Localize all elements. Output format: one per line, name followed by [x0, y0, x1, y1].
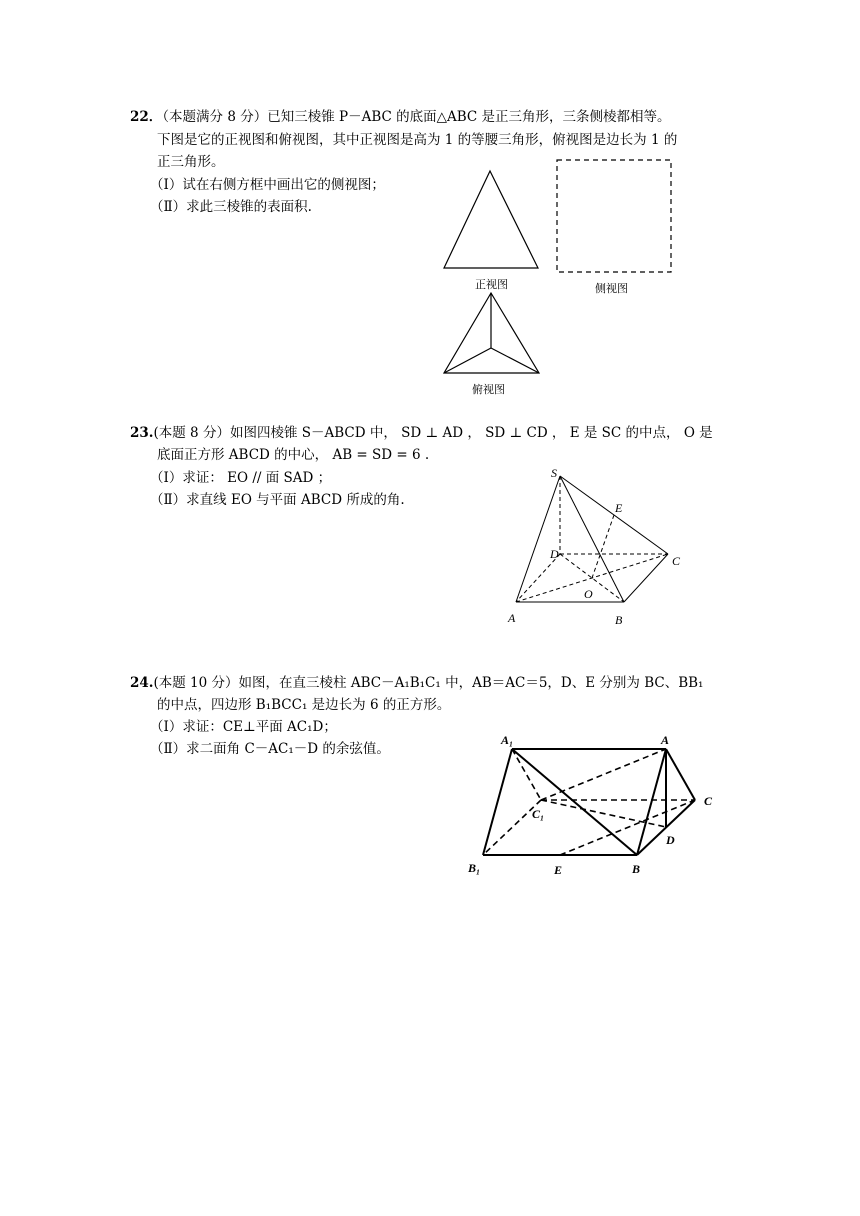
q23-number: 23.	[130, 425, 154, 441]
q23-label-O: O	[584, 587, 593, 601]
q22-part1: （Ⅰ）试在右侧方框中画出它的侧视图；	[150, 177, 385, 193]
q23-text-line2: 底面正方形 ABCD 的中心， AB = SD = 6 .	[157, 447, 430, 463]
q24-prism-figure	[465, 728, 725, 878]
q22-front-label: 正视图	[475, 278, 508, 291]
q22-line1	[130, 108, 671, 126]
q23-text-line1: (本题 8 分）如图四棱锥 S－ABCD 中， SD ⊥ AD ， SD ⊥ CD ， E 是 SC 的中点， O 是	[153, 425, 713, 441]
q24-label-C1: C₁	[532, 807, 545, 821]
q24-text-line1: (本题 10 分）如图，在直三棱柱 ABC－A₁B₁C₁ 中，AB＝AC＝5，D、E 分别为 BC、BB₁	[153, 675, 704, 691]
q22-front-view	[443, 168, 543, 273]
q23-label-A: A	[508, 611, 516, 625]
q24-part2: （Ⅱ）求二面角 C－AC₁－D 的余弦值。	[150, 741, 390, 757]
q24-label-E: E	[554, 863, 563, 877]
q24-part1: （Ⅰ）求证：CE⊥平面 AC₁D；	[150, 719, 337, 735]
q22-side-view-box	[556, 159, 674, 275]
q24-label-A1: A₁	[501, 733, 514, 747]
q22-text-line2: 下图是它的正视图和俯视图，其中正视图是高为 1 的等腰三角形，俯视图是边长为 1 的	[157, 132, 678, 148]
q22-top-view	[443, 290, 543, 376]
q22-text-line3: 正三角形。	[157, 154, 225, 170]
q23-label-B: B	[615, 613, 623, 627]
q23-part2: （Ⅱ）求直线 EO 与平面 ABCD 所成的角.	[150, 492, 405, 508]
q23-label-C: C	[672, 554, 681, 568]
q23-label-D: D	[550, 547, 559, 561]
q24-text-line2: 的中点，四边形 B₁BCC₁ 是边长为 6 的正方形。	[157, 697, 451, 713]
q23-pyramid-figure	[500, 462, 700, 632]
q22-text-line1: （本题满分 8 分）已知三棱锥 P－ABC 的底面△ABC 是正三角形，三条侧棱都相等。	[162, 109, 671, 125]
q22-side-label: 侧视图	[595, 282, 628, 295]
q23-part1: （Ⅰ）求证： EO // 面 SAD ；	[150, 470, 332, 486]
q24-line1	[130, 674, 703, 692]
q24-number: 24.	[130, 675, 154, 691]
q22-number: 22．	[130, 109, 163, 125]
q24-label-B1: B₁	[468, 861, 481, 875]
q23-label-E: E	[615, 501, 623, 515]
q24-label-A: A	[661, 733, 670, 747]
q24-label-D: D	[666, 833, 675, 847]
q23-line1	[130, 424, 713, 442]
q22-part2: （Ⅱ）求此三棱锥的表面积.	[150, 199, 312, 215]
q24-label-C: C	[704, 794, 713, 808]
q23-label-S: S	[551, 466, 557, 480]
q22-top-label: 俯视图	[472, 383, 505, 396]
q24-label-B: B	[632, 862, 641, 876]
